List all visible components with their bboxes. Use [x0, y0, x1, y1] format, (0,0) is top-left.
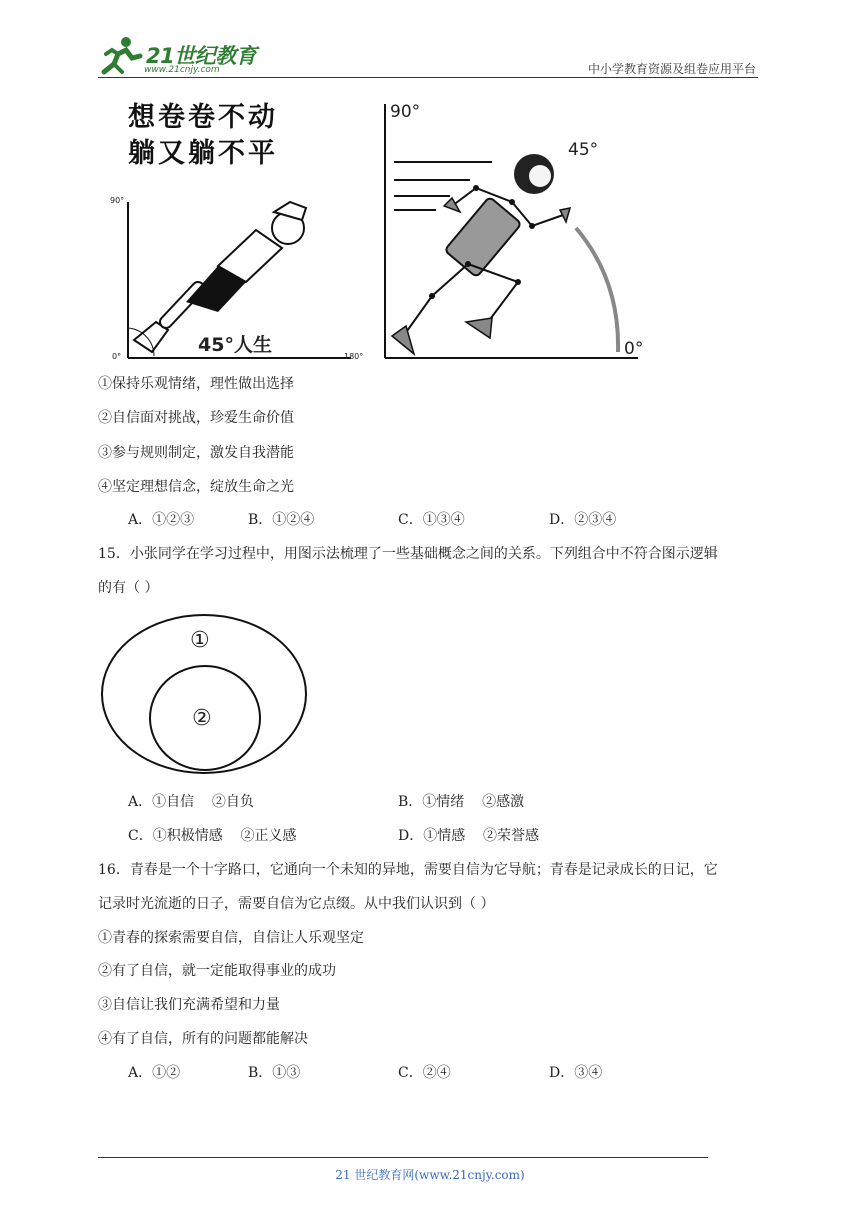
q16-stem-line2: 记录时光流逝的日子，需要自信为它点缀。从中我们认识到（ ） [98, 896, 495, 912]
q15-stem-line1: 15．小张同学在学习过程中，用图示法梳理了一些基础概念之间的关系。下列组合中不符合图示逻辑 [98, 546, 718, 562]
axis-label-0: 0° [112, 352, 122, 361]
header-divider [98, 77, 758, 78]
cartoon-title [128, 100, 278, 172]
q14-item-2: ②自信面对挑战，珍爱生命价值 [98, 410, 294, 426]
stick-label-90: 90° [390, 102, 421, 122]
cartoon-title-line1: 想卷卷不动 [128, 102, 278, 133]
footer-link[interactable]: 21 世纪教育网(www.21cnjy.com) [335, 1168, 525, 1182]
q16-stem-line1: 16．青春是一个十字路口，它通向一个未知的异地，需要自信为它导航；青春是记录成长的日记，它 [98, 862, 718, 878]
axis-label-180: 180° [344, 352, 364, 361]
q14-item-4: ④坚定理想信念，绽放生命之光 [98, 479, 294, 495]
q16-item-2: ②有了自信，就一定能取得事业的成功 [98, 963, 336, 979]
q14-option-b[interactable]: B．①②④ [248, 512, 315, 528]
q16-item-3: ③自信让我们充满希望和力量 [98, 997, 280, 1013]
q15-stem-line2: 的有（ ） [98, 580, 159, 596]
q14-item-3: ③参与规则制定，激发自我潜能 [98, 445, 294, 461]
q16-option-a[interactable]: A．①② [128, 1065, 181, 1081]
stick-label-0: 0° [624, 339, 644, 359]
q14-item-1: ①保持乐观情绪，理性做出选择 [98, 376, 294, 392]
cartoon-caption: 45°人生 [198, 334, 272, 356]
q16-item-1: ①青春的探索需要自信，自信让人乐观坚定 [98, 930, 364, 946]
logo-text: 21世纪教育 [146, 44, 257, 68]
axis-label-90: 90° [110, 196, 125, 205]
q14-option-c[interactable]: C．①③④ [398, 512, 465, 528]
stick-label-45: 45° [568, 140, 599, 160]
q16-option-c[interactable]: C．②④ [398, 1065, 451, 1081]
q16-item-4: ④有了自信，所有的问题都能解决 [98, 1031, 308, 1047]
venn-inner-label: ② [192, 706, 212, 731]
q15-option-a[interactable]: A．①自信 ②自负 [128, 794, 254, 810]
cartoon-title-line2: 躺又躺不平 [128, 138, 278, 169]
q15-option-c[interactable]: C．①积极情感 ②正义感 [128, 828, 297, 844]
footer-divider [98, 1157, 708, 1158]
venn-outer-label: ① [190, 628, 210, 653]
q16-option-d[interactable]: D．③④ [549, 1065, 603, 1081]
q14-option-d[interactable]: D．②③④ [549, 512, 617, 528]
header-platform-text: 中小学教育资源及组卷应用平台 [587, 62, 756, 76]
q16-option-b[interactable]: B．①③ [248, 1065, 301, 1081]
q15-option-d[interactable]: D．①情感 ②荣誉感 [398, 828, 540, 844]
q14-option-a[interactable]: A．①②③ [128, 512, 195, 528]
logo-url: www.21cnjy.com [144, 65, 220, 75]
stick-figure-diagram [380, 100, 642, 364]
q15-option-b[interactable]: B．①情绪 ②感激 [398, 794, 525, 810]
runner-logo-icon [96, 34, 146, 78]
